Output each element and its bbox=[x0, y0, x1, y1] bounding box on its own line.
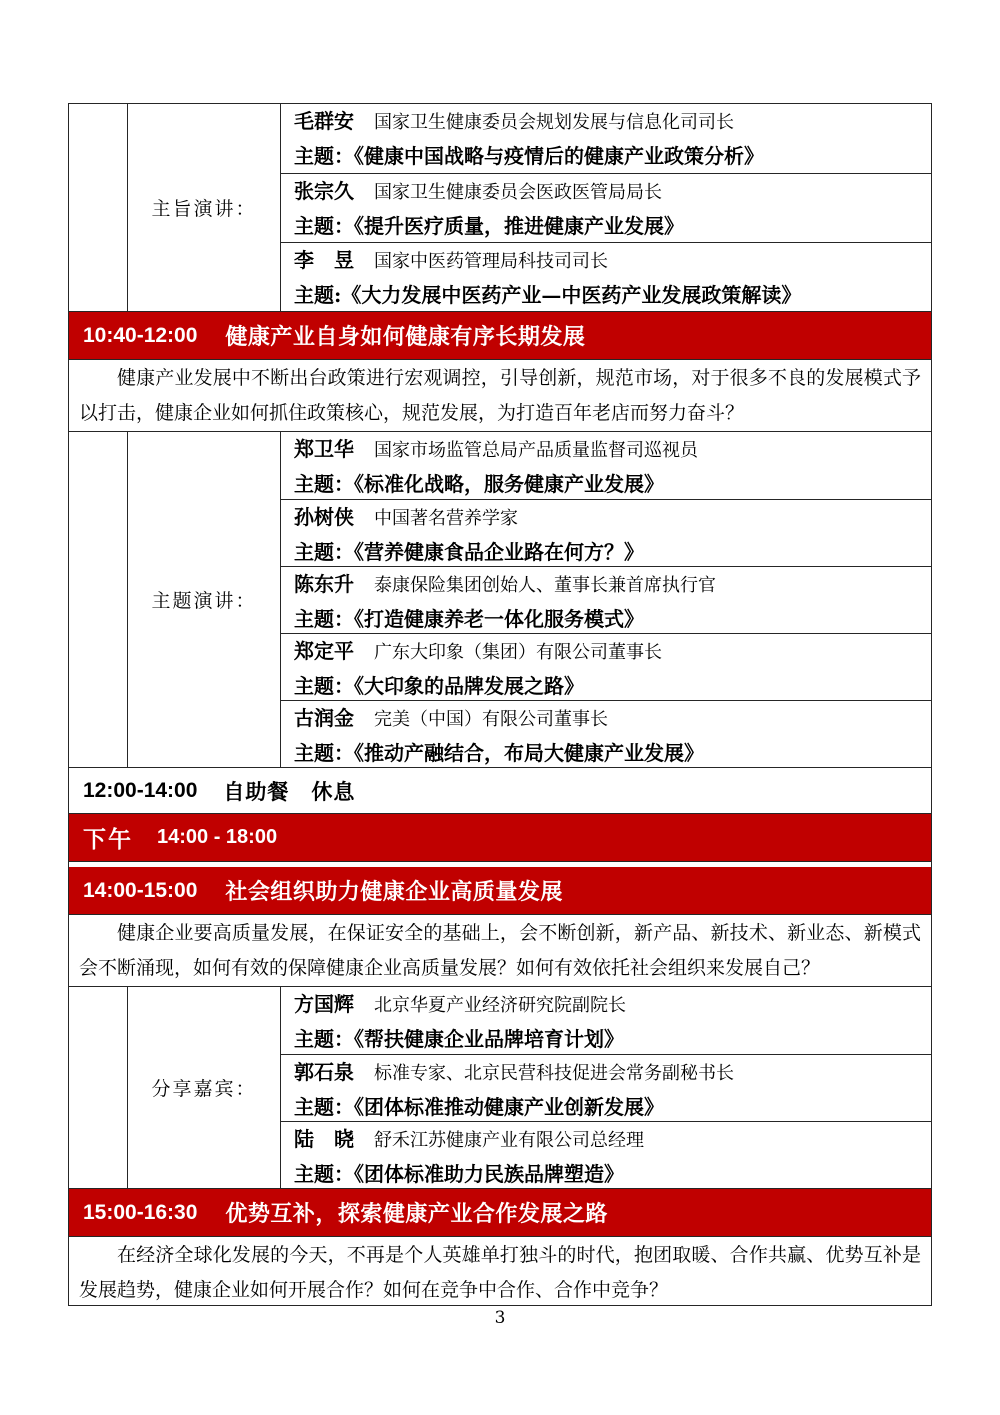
session-header-1400 bbox=[69, 867, 931, 915]
speaker-title: 中国著名营养学家 bbox=[374, 508, 518, 529]
speaker-name: 陈东升 bbox=[294, 574, 354, 596]
speaker-topic: 主题：《团体标准助力民族品牌塑造》 bbox=[294, 1162, 624, 1186]
session-description: 健康产业发展中不断出台政策进行宏观调控，引导创新，规范市场，对于很多不良的发展模式予以打击，健康企业如何抓住政策核心，规范发展，为打造百年老店而努力奋斗？ bbox=[69, 360, 931, 432]
session-title: 社会组织助力健康企业高质量发展 bbox=[225, 879, 563, 904]
speaker-row bbox=[281, 104, 931, 173]
speaker-row bbox=[281, 633, 931, 700]
guest-share-section bbox=[69, 987, 931, 1189]
speaker-topic: 主题:《大力发展中医药产业—中医药产业发展政策解读》 bbox=[294, 283, 802, 307]
speaker-name: 张宗久 bbox=[294, 181, 354, 203]
speaker-name: 郭石泉 bbox=[294, 1062, 354, 1084]
session-description: 在经济全球化发展的今天，不再是个人英雄单打独斗的时代，抱团取暖、合作共赢、优势互补是发展趋势，健康企业如何开展合作？如何在竞争中合作、合作中竞争？ bbox=[79, 1244, 921, 1301]
session-title: 健康产业自身如何健康有序长期发展 bbox=[225, 324, 586, 349]
session-time: 14:00-15:00 bbox=[83, 878, 198, 902]
guest-share-speakers bbox=[281, 987, 931, 1188]
afternoon-time: 14:00 - 18:00 bbox=[157, 826, 278, 848]
speaker-topic: 主题：《帮扶健康企业品牌培育计划》 bbox=[294, 1027, 624, 1051]
afternoon-label: 下午 bbox=[83, 826, 133, 852]
speaker-row bbox=[281, 432, 931, 499]
speaker-topic: 主题：《提升医疗质量，推进健康产业发展》 bbox=[294, 214, 684, 238]
session-time: 10:40-12:00 bbox=[83, 323, 198, 347]
speaker-topic: 主题：《营养健康食品企业路在何方？》 bbox=[294, 540, 644, 564]
lunch-row bbox=[69, 768, 931, 814]
agenda-table bbox=[68, 103, 932, 1306]
keynote-section bbox=[69, 104, 931, 312]
speaker-title: 泰康保险集团创始人、董事长兼首席执行官 bbox=[374, 575, 716, 596]
page-number: 3 bbox=[494, 1308, 506, 1328]
speaker-topic: 主题：《健康中国战略与疫情后的健康产业政策分析》 bbox=[294, 144, 764, 168]
empty-column bbox=[69, 432, 128, 767]
speaker-name: 李 昱 bbox=[294, 250, 354, 272]
speaker-title: 国家市场监管总局产品质量监督司巡视员 bbox=[374, 440, 698, 461]
keynote-speakers bbox=[281, 104, 931, 311]
speaker-topic: 主题：《团体标准推动健康产业创新发展》 bbox=[294, 1095, 664, 1119]
speaker-name: 郑卫华 bbox=[294, 439, 354, 461]
lunch-time: 12:00-14:00 bbox=[83, 778, 198, 802]
speaker-row bbox=[281, 173, 931, 242]
speaker-name: 陆 晓 bbox=[294, 1129, 354, 1151]
speaker-name: 孙树侠 bbox=[294, 507, 354, 529]
speaker-title: 北京华夏产业经济研究院副院长 bbox=[374, 995, 626, 1016]
afternoon-header bbox=[69, 814, 931, 862]
speaker-name: 郑定平 bbox=[294, 641, 354, 663]
empty-column bbox=[69, 987, 128, 1188]
guest-share-label: 分享嘉宾： bbox=[128, 987, 281, 1188]
speaker-row bbox=[281, 1054, 931, 1121]
speaker-topic: 主题：《大印象的品牌发展之路》 bbox=[294, 674, 584, 698]
speaker-title: 舒禾江苏健康产业有限公司总经理 bbox=[374, 1130, 644, 1151]
speaker-row bbox=[281, 987, 931, 1054]
speaker-row bbox=[281, 242, 931, 311]
speaker-row bbox=[281, 499, 931, 566]
theme-speech-speakers bbox=[281, 432, 931, 767]
theme-speech-label: 主题演讲： bbox=[128, 432, 281, 767]
lunch-title: 自助餐 休息 bbox=[223, 780, 356, 804]
speaker-name: 方国辉 bbox=[294, 994, 354, 1016]
session-time: 15:00-16:30 bbox=[83, 1200, 198, 1224]
empty-column bbox=[69, 104, 128, 311]
session-title: 优势互补，探索健康产业合作发展之路 bbox=[225, 1201, 608, 1226]
speaker-title: 国家卫生健康委员会医政医管局局长 bbox=[374, 182, 662, 203]
keynote-label: 主旨演讲： bbox=[128, 104, 281, 311]
speaker-topic: 主题：《推动产融结合，布局大健康产业发展》 bbox=[294, 741, 704, 765]
speaker-row bbox=[281, 700, 931, 767]
speaker-topic: 主题：《打造健康养老一体化服务模式》 bbox=[294, 607, 644, 631]
speaker-row bbox=[281, 566, 931, 633]
speaker-title: 广东大印象（集团）有限公司董事长 bbox=[374, 642, 662, 663]
speaker-title: 国家中医药管理局科技司司长 bbox=[374, 251, 608, 272]
speaker-topic: 主题：《标准化战略，服务健康产业发展》 bbox=[294, 472, 664, 496]
speaker-title: 国家卫生健康委员会规划发展与信息化司司长 bbox=[374, 112, 734, 133]
speaker-name: 古润金 bbox=[294, 708, 354, 730]
speaker-name: 毛群安 bbox=[294, 111, 354, 133]
session-header-1040 bbox=[69, 312, 931, 360]
theme-speech-section bbox=[69, 432, 931, 768]
speaker-row bbox=[281, 1121, 931, 1188]
session-description: 健康企业要高质量发展，在保证安全的基础上，会不断创新，新产品、新技术、新业态、新模式会不断涌现，如何有效的保障健康企业高质量发展？如何有效依托社会组织来发展自己？ bbox=[69, 915, 931, 987]
speaker-title: 完美（中国）有限公司董事长 bbox=[374, 709, 608, 730]
session-header-1500 bbox=[69, 1189, 931, 1237]
speaker-title: 标准专家、北京民营科技促进会常务副秘书长 bbox=[374, 1063, 734, 1084]
